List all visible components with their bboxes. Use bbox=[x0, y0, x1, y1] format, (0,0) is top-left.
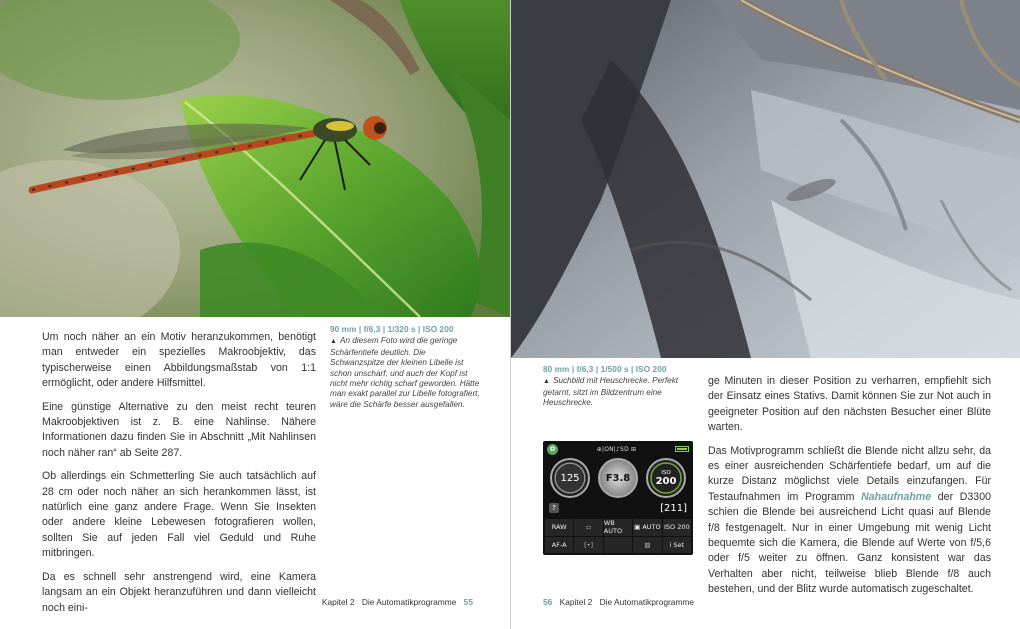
help-icon: ? bbox=[549, 503, 559, 513]
iso-value: 200 bbox=[655, 475, 677, 487]
lcd-setting: RAW bbox=[545, 519, 573, 536]
page-number: 56 bbox=[543, 597, 553, 607]
exif-info: 80 mm | f/6,3 | 1/500 s | ISO 200 bbox=[543, 365, 667, 374]
chapter-label: Kapitel 2 bbox=[321, 597, 355, 607]
photo-caption bbox=[543, 365, 691, 409]
paragraph: Ob allerdings ein Schmetterling Sie auch tatsächlich auf 28 cm oder noch näher an sich herankommen lässt, ist natürlich eine ganz andere Frage. Wenn Sie Insekten oder andere kleine Lebewesen fotografieren wollen, sollten Sie auf jeden Fall viel Geduld und Ruhe mitbringen. bbox=[42, 470, 316, 560]
lcd-status-text: ⊕|ON|♪SD ⊞ bbox=[596, 445, 637, 453]
page-footer bbox=[543, 597, 699, 607]
exif-info: 90 mm | f/6,3 | 1/320 s | ISO 200 bbox=[330, 325, 454, 334]
shots-remaining: [211] bbox=[660, 503, 687, 514]
program-name: Nahaufnahme bbox=[861, 490, 932, 503]
dragonfly-photo-art bbox=[0, 0, 510, 317]
shutter-dial bbox=[550, 458, 590, 498]
lcd-settings-grid bbox=[545, 519, 691, 553]
grasshopper-photo-art bbox=[511, 0, 1020, 358]
caption-text: Suchbild mit Heuschrecke. Perfekt getarnt, sitzt im Bildzentrum eine Heuschrecke. bbox=[543, 376, 679, 408]
paragraph: Eine günstige Alternative zu den meist recht teuren Makroobjektiven ist z. B. eine Nahlinse. Nähere Informationen dazu finden Sie in Abschnitt „Mit Nahlinsen noch näher ran“ ab Seite 287. bbox=[42, 400, 316, 459]
chapter-title: Die Automatikprogramme bbox=[361, 597, 457, 607]
caption-pointer-icon: ▲ bbox=[543, 378, 550, 386]
lcd-setting: ISO 200 bbox=[663, 519, 691, 536]
lcd-setting: ▭ bbox=[574, 519, 602, 536]
lcd-setting: AF-A bbox=[545, 537, 573, 554]
caption-text: An diesem Foto wird die geringe Schärfentiefe deutlich. Die Schwanzspitze der kleinen Libelle ist schon unscharf, und auch der Kopf ist nicht mehr richtig scharf geworden. Hätte man exakt parallel zur Libelle fotografiert, wäre die Schärfe besser ausgefallen. bbox=[330, 336, 480, 409]
right-page bbox=[511, 0, 1020, 629]
body-text bbox=[42, 330, 316, 624]
grasshopper-photo bbox=[511, 0, 1020, 358]
lcd-setting: ▨ bbox=[633, 537, 661, 554]
photo-caption bbox=[330, 325, 480, 410]
lcd-setting: ▣ AUTO bbox=[633, 519, 661, 536]
page-number: 55 bbox=[463, 597, 473, 607]
chapter-label: Kapitel 2 bbox=[559, 597, 593, 607]
paragraph: ge Minuten in dieser Position zu verharren, empfiehlt sich der Einsatz eines Stativs. Damit können Sie zur Not auch in geeigneter Position auf den nächsten Besucher einer Blüte warten. bbox=[708, 375, 991, 434]
aperture-dial bbox=[598, 458, 638, 498]
caption-pointer-icon: ▲ bbox=[330, 338, 337, 346]
camera-lcd-screen bbox=[543, 441, 693, 555]
lcd-setting: i Set bbox=[663, 537, 691, 554]
lcd-setting: [•] bbox=[574, 537, 602, 554]
paragraph: Um noch näher an ein Motiv heranzukommen, benötigt man entweder ein spezielles Makroobjektiv, das typischerweise einen Abbildungsmaßstab von 1:1 ermöglicht, oder andere Hilfsmittel. bbox=[42, 331, 316, 390]
chapter-title: Die Automatikprogramme bbox=[599, 597, 695, 607]
paragraph: Da es schnell sehr anstrengend wird, eine Kamera langsam an ein Objekt heranzuführen und dann vielleicht noch eini- bbox=[42, 570, 316, 614]
iso-label: ISO bbox=[661, 469, 671, 476]
lcd-setting: WB AUTO bbox=[604, 519, 632, 536]
paragraph: Das Motivprogramm schließt die Blende nicht allzu sehr, da es einer ausreichenden Schärfentiefe bedarf, um auf die kurze Distanz möglichst viele Details einzufangen. Für Testaufnahmen im Programm Nahaufnahme der D3300 schien die Blende bei ausreichend Licht quasi auf Blende f/8 festgenagelt. Nur in einer Umgebung mit wenig Licht bequemte sich die Kamera, die Blende auf Werte von f/5,6 oder f/5 weiter zu öffnen. Ganz konsistent war das Verhalten aber nicht, teilweise blieb Blende f/8 auch bestehen, und der Blitz wurde automatisch zugeschaltet. bbox=[708, 444, 991, 596]
body-text bbox=[708, 374, 991, 606]
iso-dial bbox=[646, 458, 686, 498]
lcd-setting bbox=[604, 537, 632, 554]
flower-icon: ✿ bbox=[547, 444, 558, 455]
page-footer bbox=[322, 597, 478, 607]
dragonfly-photo bbox=[0, 0, 510, 317]
aperture-value: F3.8 bbox=[605, 472, 631, 484]
lcd-status-bar bbox=[547, 443, 689, 455]
shutter-value: 125 bbox=[560, 472, 580, 484]
battery-icon bbox=[675, 446, 689, 452]
